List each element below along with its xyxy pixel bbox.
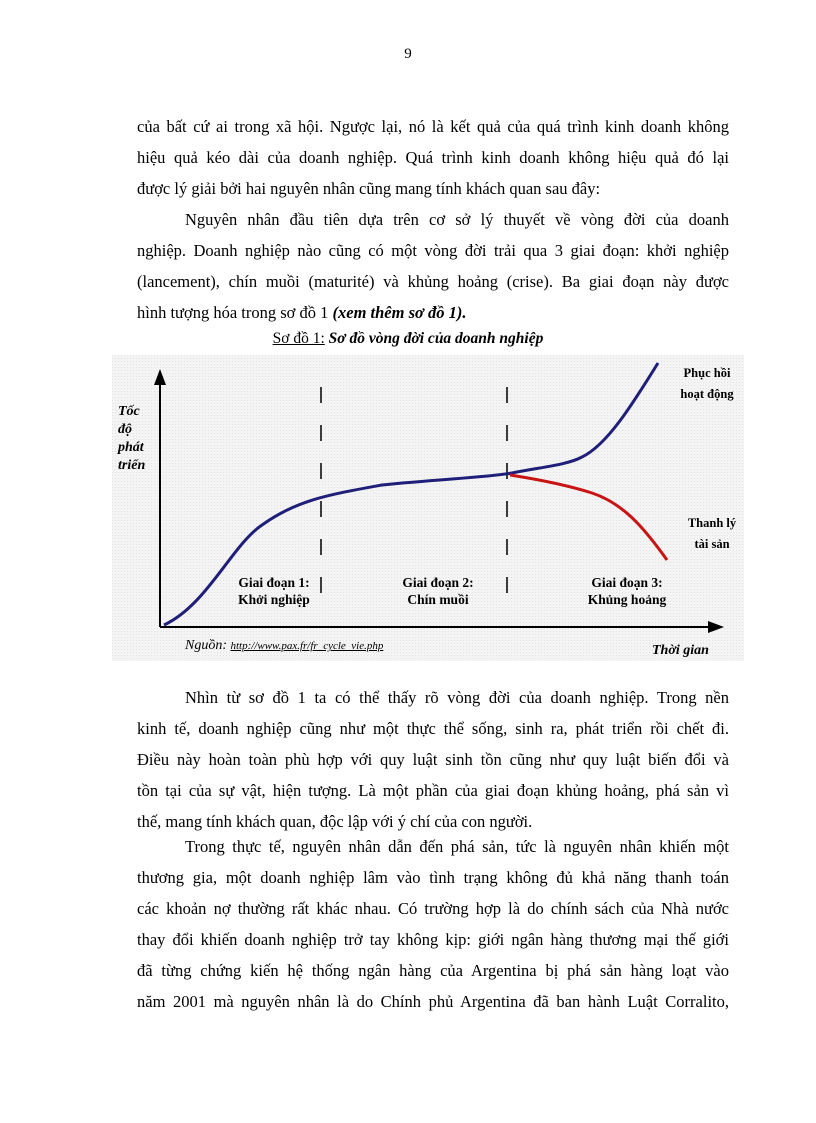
figure-source [185,638,383,654]
text-line: thay đổi khiến doanh nghiệp trở tay không kịp: giới ngân hàng thương mại thế giới [137,930,729,949]
text-line: của bất cứ ai trong xã hội. Ngược lại, nó là kết quả của quá trình kinh doanh không [137,117,729,136]
recovery-label-line: hoạt động [680,387,734,401]
figure-title-text: Sơ đồ vòng đời của doanh nghiệp [324,330,544,347]
liquidation-label-line: Thanh lý [687,516,737,530]
stage-label-line: Chín muồi [407,592,469,607]
text-line: năm 2001 mà nguyên nhân là do Chính phủ Argentina đã ban hành Luật Corralito, [137,992,729,1011]
figure-title [0,330,816,348]
paragraph-1 [137,111,729,204]
stage-label-line: Giai đoạn 1: [238,575,310,590]
paragraph-4 [137,831,729,1017]
stage-1-label [224,574,324,608]
text-line: tồn tại của sự vật, hiện tượng. Là một phần của giai đoạn khủng hoảng, phá sản vì [137,781,729,800]
diagram-background [112,355,744,661]
stage-label-line: Giai đoạn 3: [591,575,663,590]
y-axis-label-line: Tốc [118,404,140,419]
figure-title-prefix: Sơ đồ 1: [272,330,325,347]
paragraph-3 [137,682,729,837]
liquidation-label-line: tài sản [694,537,730,551]
paragraph-2 [137,204,729,328]
y-axis-label-line: phát [118,440,144,455]
text-line: Điều này hoàn toàn phù hợp với quy luật sinh tồn cũng như quy luật biến đổi và [137,750,729,769]
text-line: được lý giải bởi hai nguyên nhân cũng mang tính khách quan sau đây: [137,179,601,198]
stage-2-label [388,574,488,608]
liquidation-label [677,515,747,553]
stage-label-line: Khủng hoảng [587,592,667,607]
page-number: 9 [404,46,412,62]
lifecycle-diagram [112,355,744,668]
stage-label-line: Giai đoạn 2: [402,575,474,590]
text-line: Trong thực tế, nguyên nhân dẫn đến phá sản, tức là nguyên nhân khiến một [185,837,729,856]
text-plain: hình tượng hóa trong sơ đồ 1 [137,303,333,322]
text-line: kinh tế, doanh nghiệp cũng như một thực thể sống, sinh ra, phát triển rồi chết đi. [137,719,729,738]
text-line: thế, mang tính khách quan, độc lập với ý chí của con người. [137,812,533,831]
text-line: hiệu quả kéo dài của doanh nghiệp. Quá trình kinh doanh không hiệu quả đó lại [137,148,729,167]
y-axis-label-line: độ [118,422,132,437]
text-line: các khoản nợ thường rất khác nhau. Có trường hợp là do chính sách của Nhà nước [137,899,729,918]
source-prefix: Nguồn: [185,638,231,653]
recovery-label-line: Phục hồi [683,366,731,380]
text-line: đã từng chứng kiến hệ thống ngân hàng của Argentina bị phá sản hàng loạt vào [137,961,729,980]
y-axis-label-line: triển [118,458,146,473]
text-line: Nhìn từ sơ đồ 1 ta có thể thấy rõ vòng đời của doanh nghiệp. Trong nền [185,688,729,707]
text-line: thương gia, một doanh nghiệp lâm vào tình trạng không đủ khả năng thanh toán [137,868,729,887]
source-link[interactable]: http://www.pax.fr/fr_cycle_vie.php [230,640,384,652]
figure-reference: (xem thêm sơ đồ 1). [332,303,467,322]
lifecycle-diagram-svg [112,355,744,668]
x-axis-label: Thời gian [652,643,709,658]
stage-3-label [567,574,687,608]
stage-label-line: Khởi nghiệp [238,592,310,607]
text-line [137,297,729,328]
text-line: nghiệp. Doanh nghiệp nào cũng có một vòng đời trải qua 3 giai đoạn: khởi nghiệp [137,241,729,260]
recovery-label [667,365,747,403]
text-line: (lancement), chín muồi (maturité) và khủng hoảng (crise). Ba giai đoạn này được [137,272,729,291]
text-line: Nguyên nhân đầu tiên dựa trên cơ sở lý thuyết về vòng đời của doanh [185,210,729,229]
y-axis-label [118,403,145,475]
